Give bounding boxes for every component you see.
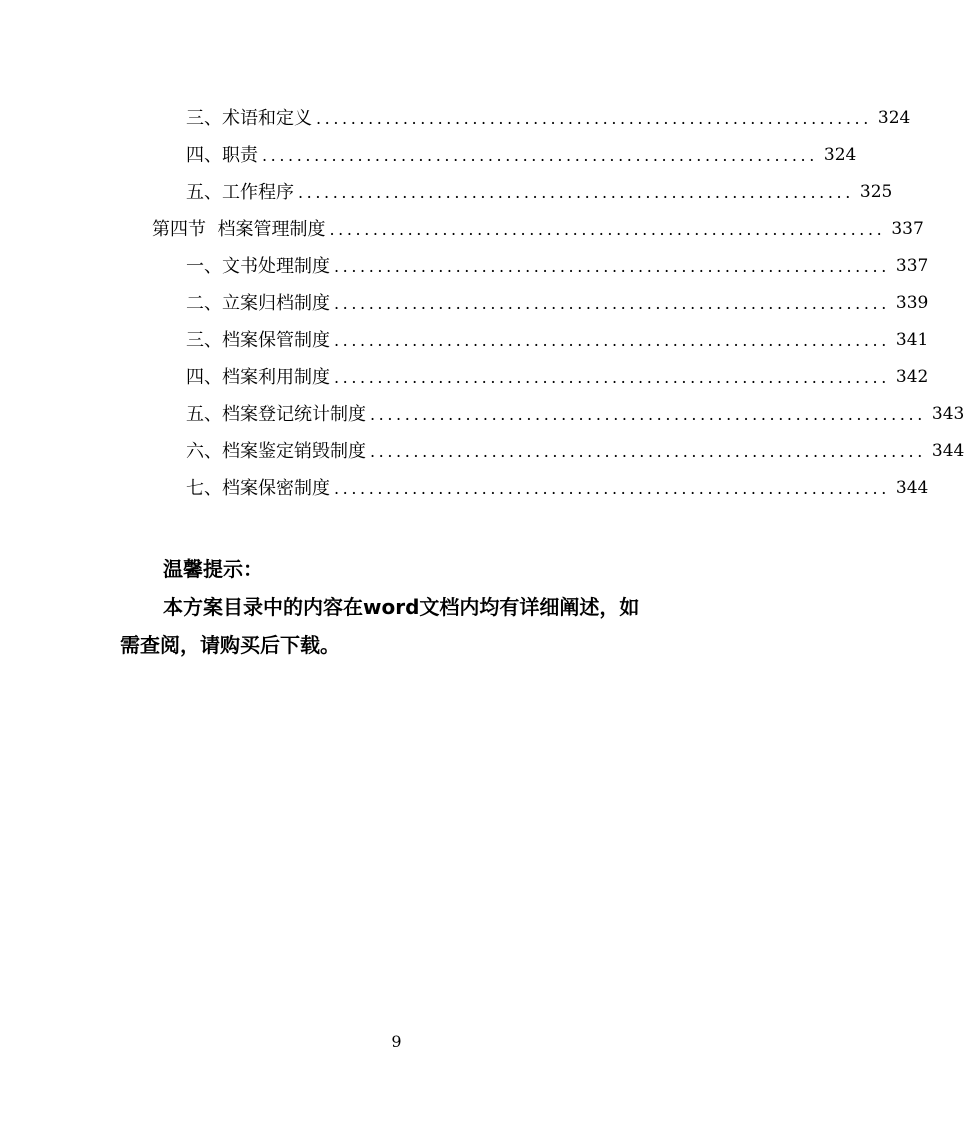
toc-entry-page: 344 [931,441,964,461]
toc-entry-page: 337 [891,219,924,239]
toc-entry-label: 三、术语和定义 [186,108,312,129]
toc-entry[interactable] [186,396,964,433]
toc-entry-page: 342 [895,367,929,387]
toc-entry-label: 四、档案利用制度 [186,367,330,388]
toc-entry[interactable] [186,248,929,285]
toc-entry[interactable] [186,470,929,507]
toc-entry-page: 324 [823,145,857,165]
toc-leader-dots: ................................................................ [334,479,890,498]
toc-entry-page: 324 [877,108,911,128]
toc-leader-dots: ................................................................ [370,405,926,424]
toc-entry[interactable] [186,322,929,359]
toc-entry-page: 339 [895,293,929,313]
toc-entry[interactable] [186,359,929,396]
toc-leader-dots: ................................................................ [370,442,926,461]
toc-entry-label: 七、档案保密制度 [186,478,330,499]
toc-entry-page: 344 [895,478,929,498]
toc-entry[interactable] [186,433,964,470]
toc-entry-label: 二、立案归档制度 [186,293,330,314]
notice-title: 温馨提示： [163,557,263,581]
toc-leader-dots: ................................................................ [334,257,890,276]
toc-entry-label: 五、工作程序 [186,182,294,203]
toc-entry[interactable] [186,174,893,211]
toc-leader-dots: ................................................................ [329,220,886,239]
toc-entry-label: 四、职责 [186,145,258,166]
toc-entry-label: 第四节 档案管理制度 [152,219,326,240]
toc-entry-label: 一、文书处理制度 [186,256,330,277]
toc-leader-dots: ................................................................ [316,109,872,128]
toc-entry-label: 三、档案保管制度 [186,330,330,351]
toc-entry-label: 六、档案鉴定销毁制度 [186,441,366,462]
toc-leader-dots: ................................................................ [334,331,890,350]
toc-leader-dots: ................................................................ [298,183,854,202]
notice-text-line: 本方案目录中的内容在word文档内均有详细阐述，如 [163,595,640,619]
toc-entry-label: 五、档案登记统计制度 [186,404,366,425]
toc-entry[interactable] [186,100,911,137]
toc-entry[interactable] [152,211,924,248]
toc-entry-page: 337 [895,256,929,276]
toc-leader-dots: ................................................................ [334,294,890,313]
toc-entry-page: 343 [931,404,964,424]
toc-entry-page: 325 [859,182,893,202]
toc-entry[interactable] [186,137,857,174]
toc-leader-dots: ................................................................ [334,368,890,387]
toc-entry-page: 341 [895,330,929,350]
notice-text-line: 需查阅，请购买后下载。 [120,633,340,657]
toc-leader-dots: ................................................................ [262,146,818,165]
page-number: 9 [391,1032,402,1051]
toc-entry[interactable] [186,285,929,322]
